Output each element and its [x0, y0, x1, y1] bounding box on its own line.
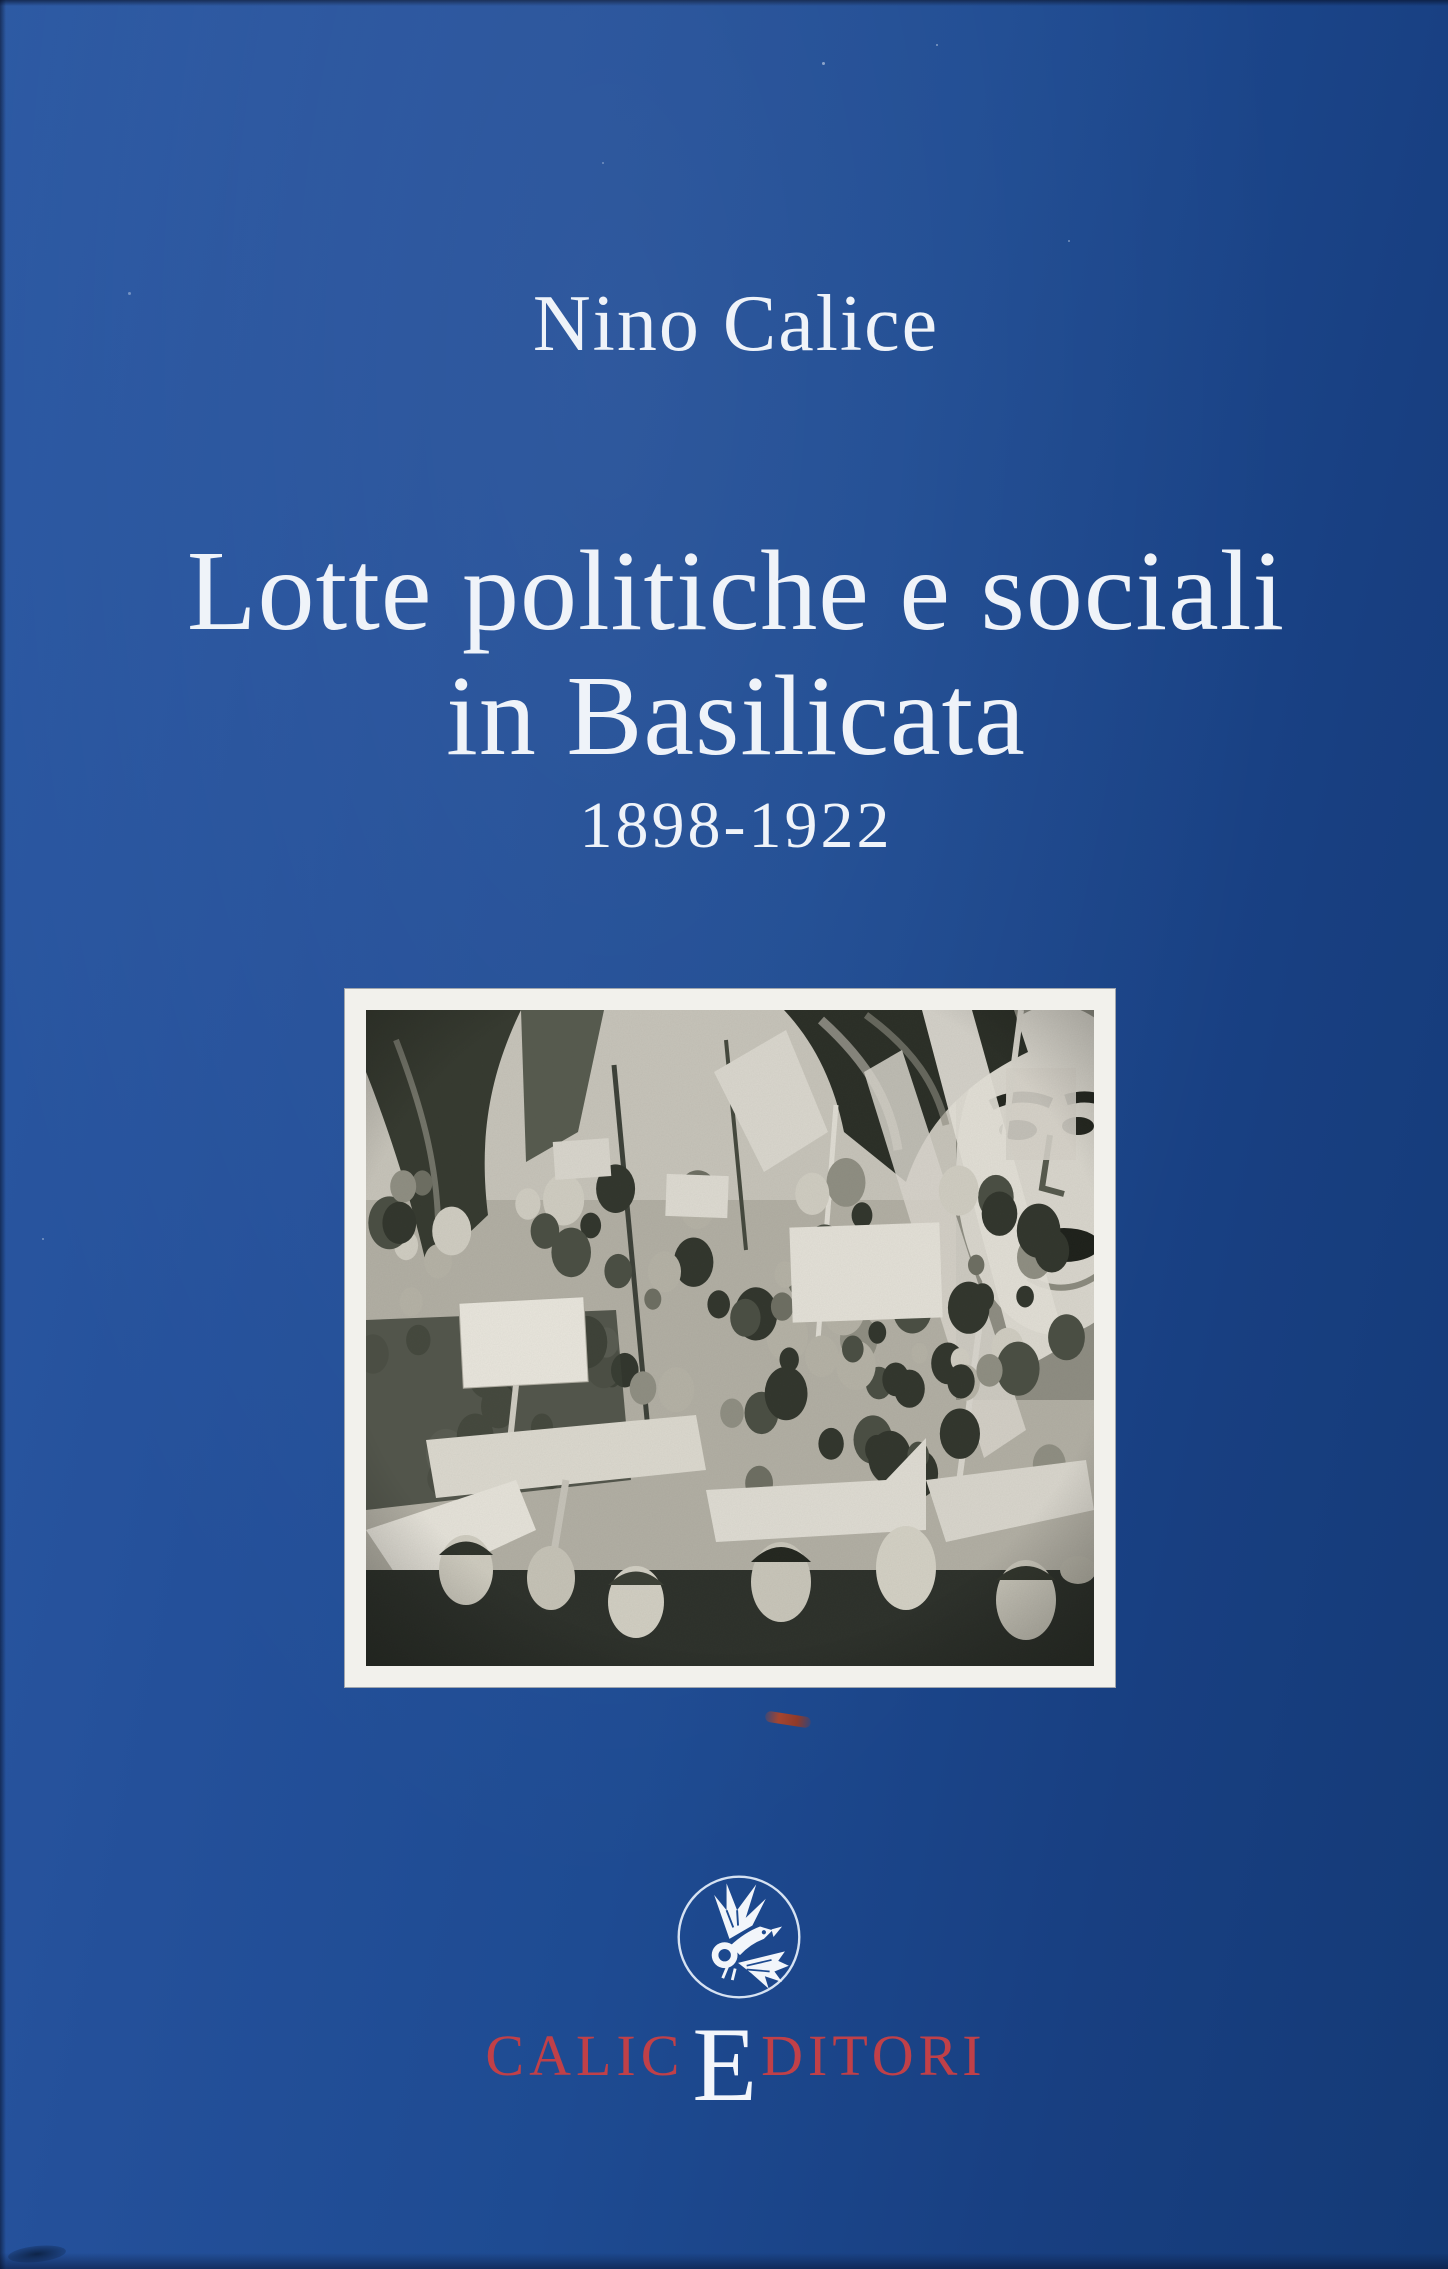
publisher-logo	[672, 1870, 806, 2004]
dust-speck	[1068, 240, 1070, 242]
publisher-wordmark	[12, 2003, 1448, 2123]
title-line-1: Lotte politiche e sociali	[186, 527, 1286, 654]
publisher-big-e: E	[692, 2006, 758, 2123]
publisher-text-post: DITORI	[761, 2023, 987, 2088]
red-scratch-mark	[764, 1710, 811, 1728]
photo-frame	[344, 988, 1116, 1688]
author-name: Nino Calice	[532, 280, 940, 368]
title-line-2: in Basilicata	[446, 652, 1026, 780]
dust-speck	[602, 162, 604, 164]
cover-photo	[366, 1010, 1094, 1666]
dust-speck	[936, 44, 938, 46]
dust-speck	[42, 1238, 44, 1240]
scan-smudge	[7, 2243, 66, 2265]
dust-speck	[822, 62, 825, 65]
demonstration-photo-illustration	[366, 1010, 1094, 1666]
book-title	[12, 528, 1448, 779]
publisher-text-pre: CALIC	[485, 2023, 685, 2088]
subtitle-years: 1898-1922	[579, 789, 893, 862]
dove-in-circle-icon	[672, 1870, 806, 2004]
